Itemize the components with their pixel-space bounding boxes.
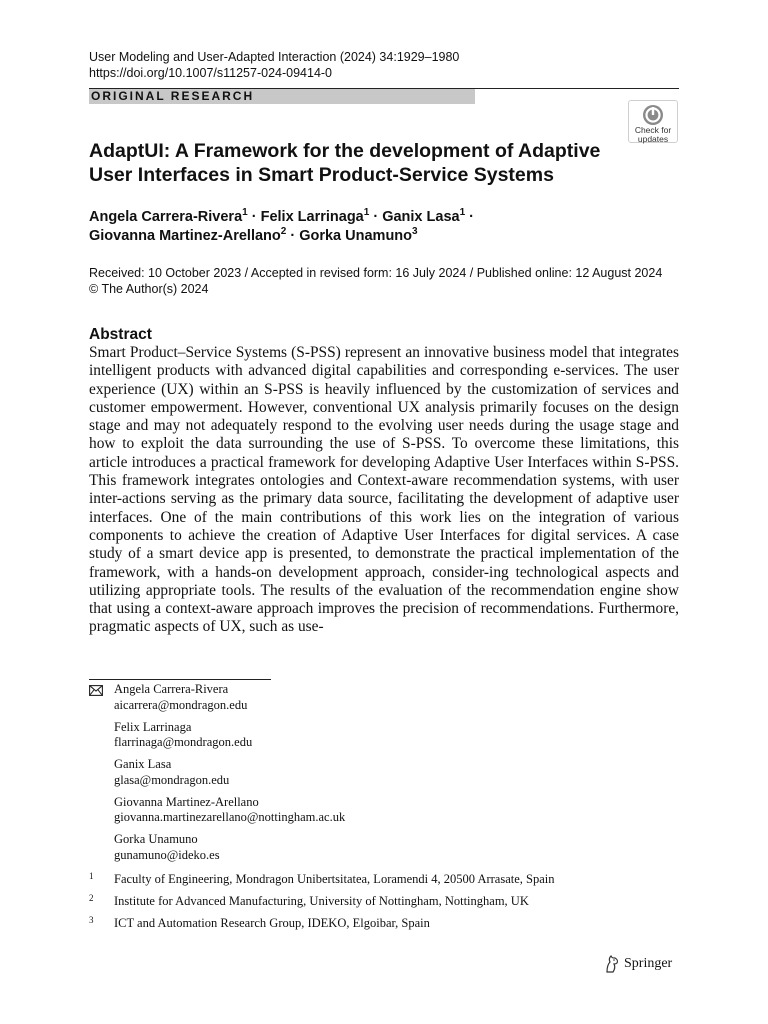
affiliation-text: Faculty of Engineering, Mondragon Unibertsitatea, Loramendi 4, 20500 Arrasate, Spain: [114, 872, 555, 886]
contact-email[interactable]: giovanna.martinezarellano@nottingham.ac.uk: [114, 810, 346, 824]
affiliation-number: 3: [89, 915, 94, 925]
affiliation-number: 1: [89, 871, 94, 881]
contact-entry: [114, 682, 345, 713]
contact-list: [114, 682, 345, 870]
contact-email[interactable]: aicarrera@mondragon.edu: [114, 697, 248, 712]
affiliation-text: ICT and Automation Research Group, IDEKO, Elgoibar, Spain: [114, 916, 430, 930]
check-for-updates-icon: [642, 104, 664, 126]
publication-dates: [89, 265, 689, 297]
author-name: Felix Larrinaga: [260, 209, 364, 225]
dates-line: Received: 10 October 2023 / Accepted in revised form: 16 July 2024 / Published online: 12 August 2024: [89, 266, 663, 280]
journal-citation: User Modeling and User-Adapted Interaction (2024) 34:1929–1980: [89, 50, 460, 64]
badge-line1: Check for: [634, 125, 672, 135]
footnote-rule: [89, 679, 271, 680]
author-aff: 2: [280, 226, 287, 237]
springer-horse-icon: [604, 955, 620, 973]
title-line1: AdaptUI: A Framework for the development of Adaptive: [89, 140, 601, 162]
author-aff: 1: [363, 207, 370, 218]
publisher-name: Springer: [624, 956, 673, 971]
contact-name: Giovanna Martinez-Arellano: [114, 794, 259, 809]
copyright-line: © The Author(s) 2024: [89, 282, 209, 296]
contact-entry: [114, 757, 345, 788]
contact-email[interactable]: gunamuno@ideko.es: [114, 847, 220, 862]
contact-entry: [114, 795, 345, 826]
abstract-text: Smart Product–Service Systems (S-PSS) represent an innovative business model that integrates intelligent products with advanced digital capabilities and corresponding e-services. The user experience (UX) within an S-PSS is heavily influenced by the customization of services and customer empowerment. However, conventional UX analysis primarily focuses on the design stage and may not adequately respond to the evolving user needs during the usage stage and how to exploit the data surrounding the use of S-PSS. To overcome these limitations, this article introduces a practical framework for developing Adaptive User Interfaces within S-PSS. This framework integrates ontologies and Context-aware recommendation systems, with user inter-actions serving as the primary data source, facilitating the development of adaptive user interfaces. One of the main contributions of this work lies on the integration of various components to achieve the creation of Adaptive User Interfaces for digital services. A case study of a smart device app is presented, to demonstrate the practical implementation of the framework, with a hands-on development approach, consider-ing technological aspects and utilizing appropriate tools. The results of the evaluation of the recommendation engine show that using a context-aware approach improves the precision of recommendations. Furthermore, pragmatic aspects of UX, such as use-: [89, 344, 679, 636]
contact-name: Ganix Lasa: [114, 757, 172, 771]
author-name: Ganix Lasa: [382, 209, 460, 225]
author-aff: 1: [459, 207, 466, 218]
author-name: Gorka Unamuno: [299, 228, 413, 244]
affiliation-number: 2: [89, 893, 94, 903]
check-for-updates-badge[interactable]: [628, 100, 678, 143]
author-line1: Angela Carrera-Rivera$^1$ · Felix Larrinaga$^1$ · Ganix Lasa$^1$ ·: [89, 207, 474, 225]
author-aff: 3: [412, 226, 418, 237]
author-name: Giovanna Martinez-Arellano: [89, 228, 281, 244]
affiliation-text: Institute for Advanced Manufacturing, University of Nottingham, Nottingham, UK: [114, 894, 529, 908]
journal-header: [89, 49, 459, 81]
abstract-heading: Abstract: [89, 326, 152, 343]
publisher-logo: [604, 955, 672, 973]
doi-link[interactable]: https://doi.org/10.1007/s11257-024-09414-0: [89, 66, 333, 80]
author-list: [89, 208, 649, 246]
section-label: ORIGINAL RESEARCH: [89, 89, 475, 104]
author-name: Angela Carrera-Rivera: [89, 209, 243, 225]
contact-entry: [114, 720, 345, 751]
paper-title: [89, 139, 629, 187]
title-line2: User Interfaces in Smart Product-Service Systems: [89, 164, 554, 186]
author-line2: Giovanna Martinez-Arellano$^2$ · Gorka Unamuno$^3$: [89, 226, 418, 244]
contact-name: Felix Larrinaga: [114, 719, 192, 734]
contact-name: Gorka Unamuno: [114, 832, 198, 846]
contact-email[interactable]: flarrinaga@mondragon.edu: [114, 735, 253, 749]
contact-entry: [114, 832, 345, 863]
author-aff: 1: [242, 207, 248, 218]
contact-name: Angela Carrera-Rivera: [114, 682, 229, 696]
badge-line2: updates: [637, 134, 669, 144]
envelope-icon: [89, 685, 103, 696]
contact-email[interactable]: glasa@mondragon.edu: [114, 772, 230, 787]
